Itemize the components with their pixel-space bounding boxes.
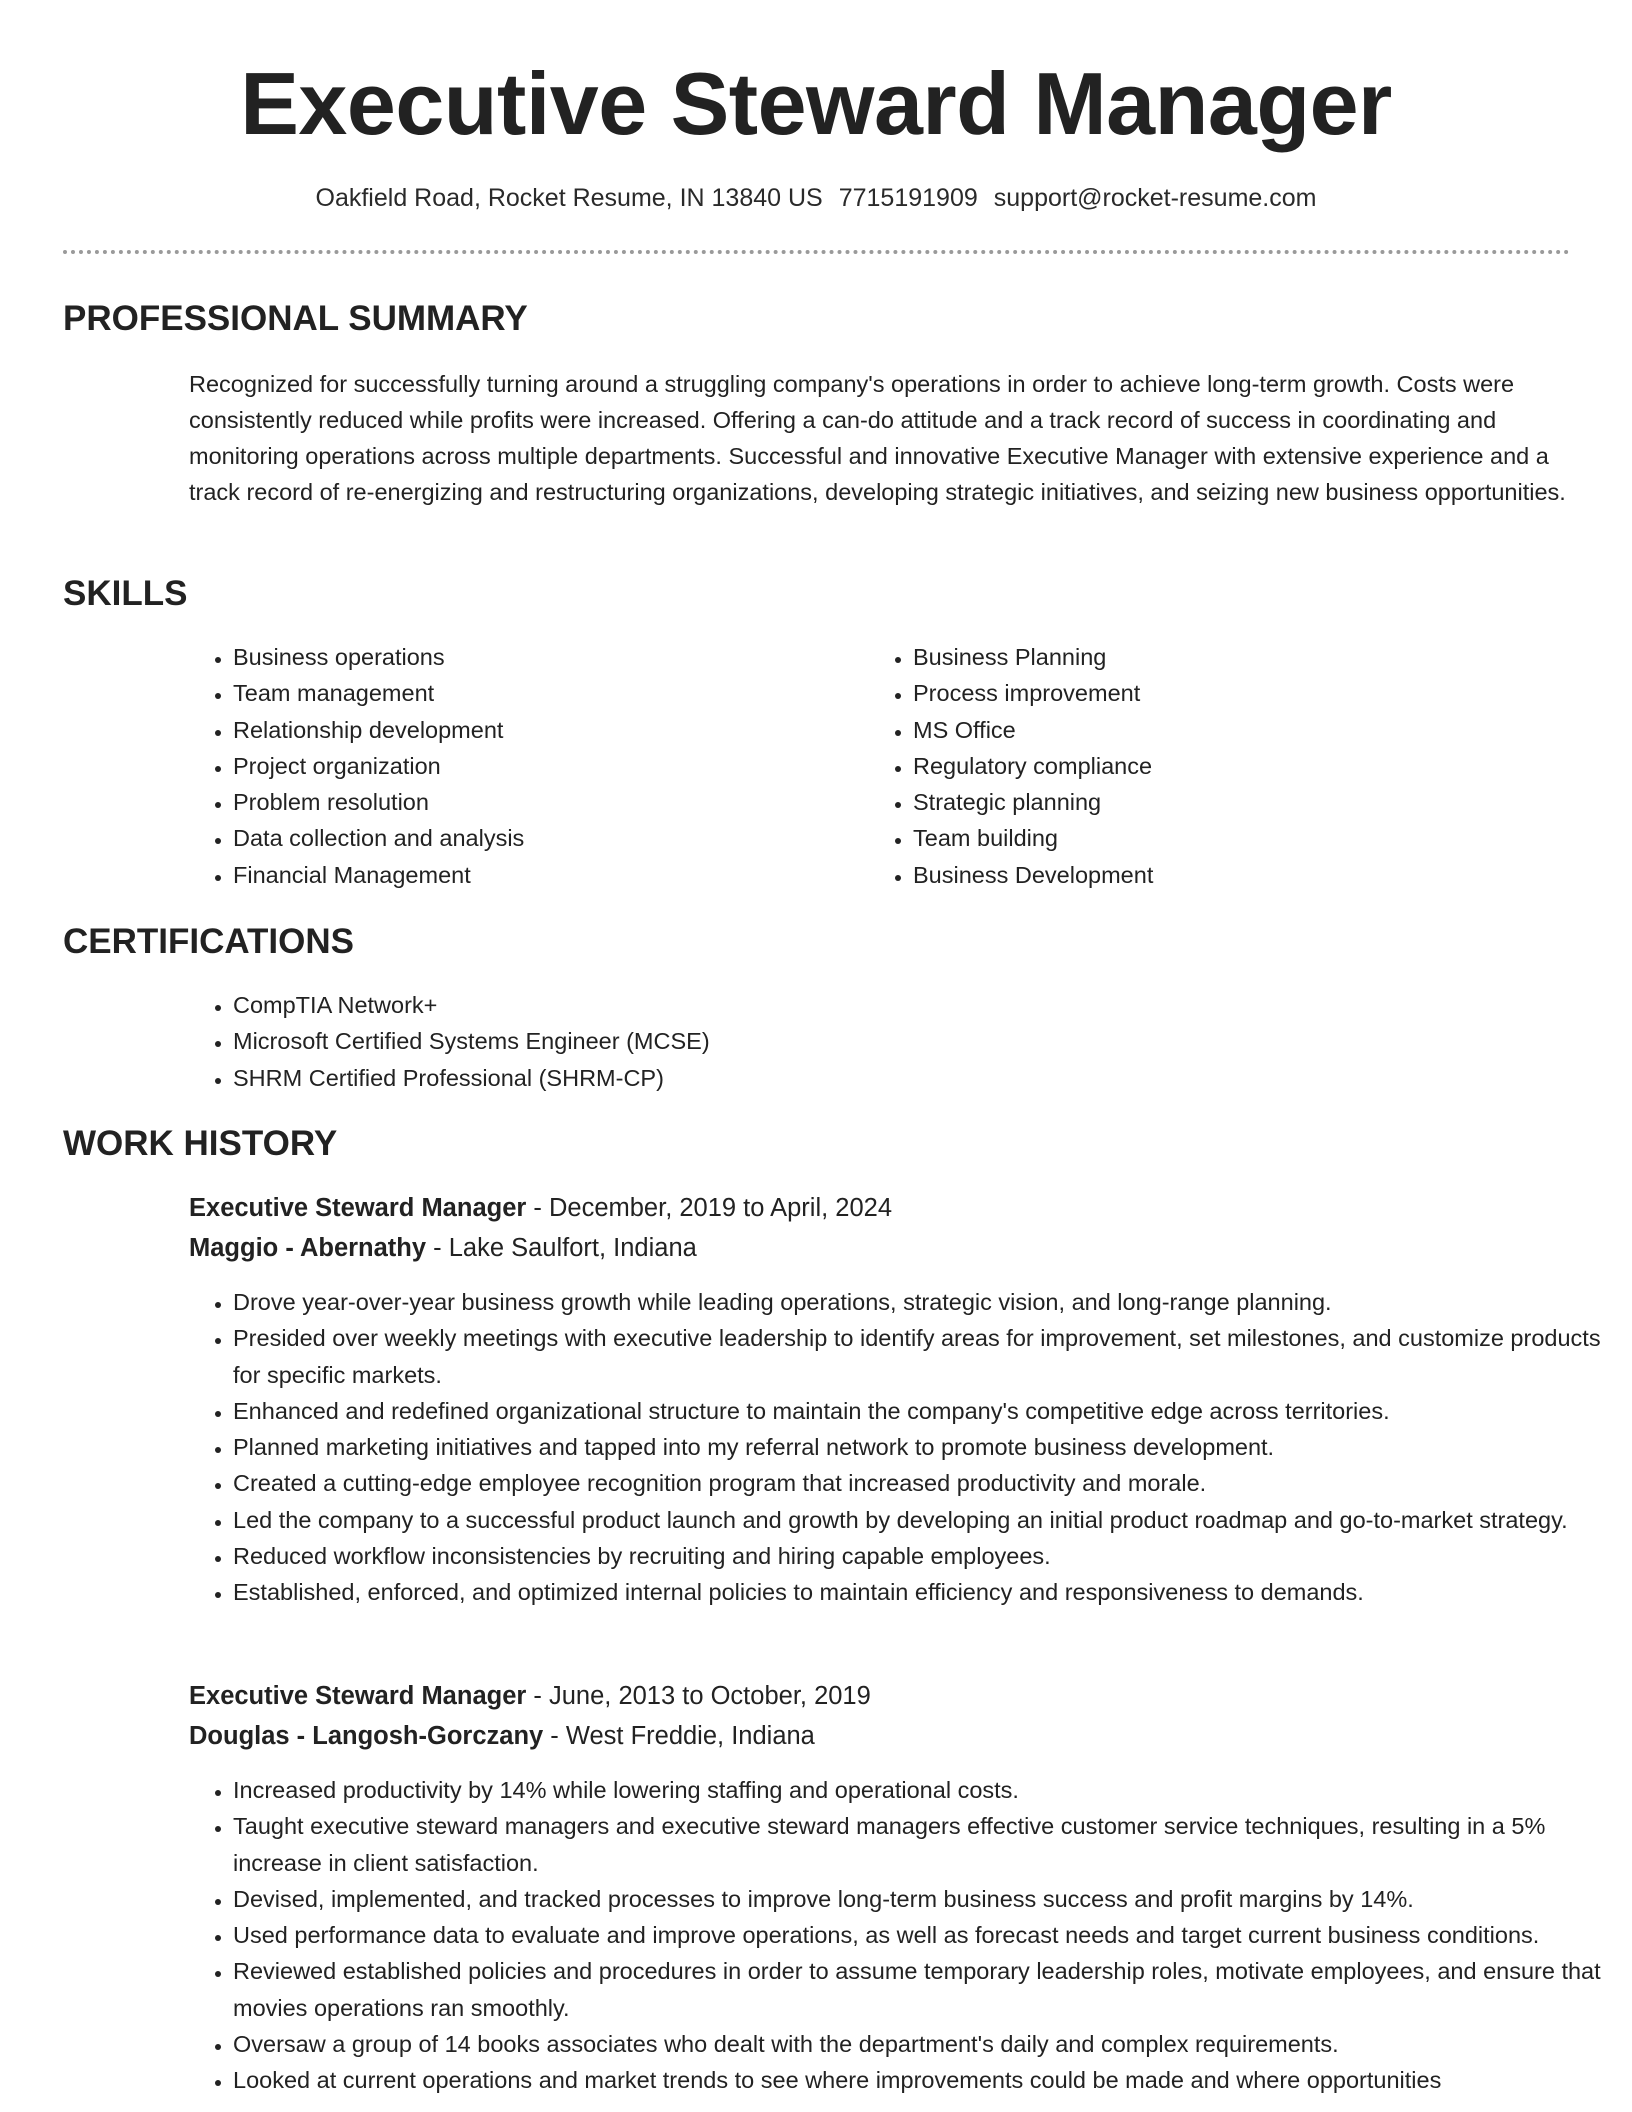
header-divider <box>63 250 1570 254</box>
skills-heading: SKILLS <box>63 574 188 613</box>
job-bullet: • Presided over weekly meetings with executive leadership to identify areas for improvement, set milestones, and customize products for specific markets. <box>233 1320 1623 1393</box>
job-location: - Lake Saulfort, Indiana <box>426 1234 697 1262</box>
certifications-list <box>189 987 1563 1096</box>
job-bullet: • Taught executive steward managers and executive steward managers effective customer service techniques, resulting in a 5% increase in client satisfaction. <box>233 1808 1623 1881</box>
job-bullet: • Used performance data to evaluate and improve operations, as well as forecast needs and target current business conditions. <box>233 1917 1623 1953</box>
certification-item: • CompTIA Network+ <box>233 987 1563 1023</box>
job-dates: - June, 2013 to October, 2019 <box>526 1682 871 1710</box>
job-bullet: • Increased productivity by 14% while lowering staffing and operational costs. <box>233 1772 1623 1808</box>
skill-item: • Team building <box>913 820 1563 856</box>
skill-item: • Business Development <box>913 857 1563 893</box>
certifications-heading: CERTIFICATIONS <box>63 922 355 961</box>
job-company-line <box>189 1718 815 1754</box>
summary-heading: PROFESSIONAL SUMMARY <box>63 299 528 338</box>
job-title-line <box>189 1190 892 1226</box>
skill-item: • Relationship development <box>233 712 833 748</box>
skill-item: • Project organization <box>233 748 833 784</box>
skill-item: • Financial Management <box>233 857 833 893</box>
contact-address: Oakfield Road, Rocket Resume, IN 13840 US <box>315 184 823 212</box>
certification-item: • SHRM Certified Professional (SHRM-CP) <box>233 1060 1563 1096</box>
certification-item: • Microsoft Certified Systems Engineer (MCSE) <box>233 1023 1563 1059</box>
job-bullet: • Enhanced and redefined organizational structure to maintain the company's competitive edge across territories. <box>233 1393 1623 1429</box>
skill-item: • Data collection and analysis <box>233 820 833 856</box>
skill-item: • Regulatory compliance <box>913 748 1563 784</box>
job-bullet: • Planned marketing initiatives and tapped into my referral network to promote business development. <box>233 1429 1623 1465</box>
skill-item: • Team management <box>233 675 833 711</box>
job-bullet: • Created a cutting-edge employee recognition program that increased productivity and morale. <box>233 1465 1623 1501</box>
contact-email: support@rocket-resume.com <box>993 184 1317 212</box>
job-bullet: • Led the company to a successful product launch and growth by developing an initial product roadmap and go-to-market strategy. <box>233 1502 1623 1538</box>
skill-item: • Business Planning <box>913 639 1563 675</box>
job-role: Executive Steward Manager <box>189 1682 527 1710</box>
job-bullets <box>189 1772 1623 2099</box>
job-company-line <box>189 1230 697 1266</box>
job-bullet: • Reviewed established policies and procedures in order to assume temporary leadership roles, motivate employees, and ensure that movies operations ran smoothly. <box>233 1953 1623 2026</box>
job-role: Executive Steward Manager <box>189 1194 527 1222</box>
skills-list-left <box>189 639 833 893</box>
job-bullet: • Established, enforced, and optimized internal policies to maintain efficiency and responsiveness to demands. <box>233 1574 1623 1610</box>
contact-phone: 7715191909 <box>838 184 978 212</box>
skill-item: • Business operations <box>233 639 833 675</box>
job-bullet: • Devised, implemented, and tracked processes to improve long-term business success and profit margins by 14%. <box>233 1881 1623 1917</box>
skill-item: • Problem resolution <box>233 784 833 820</box>
job-dates: - December, 2019 to April, 2024 <box>526 1194 893 1222</box>
contact-line <box>0 181 1632 215</box>
job-bullet: • Looked at current operations and market trends to see where improvements could be made and where opportunities <box>233 2062 1623 2098</box>
skills-list-right <box>869 639 1563 893</box>
summary-text: Recognized for successfully turning around a struggling company's operations in order to achieve long-term growth. Costs were consistently reduced while profits were increased. Offering a can-do attitude and a track record of success in coordinating and monitoring operations across multiple departments. Successful and innovative Executive Manager with extensive experience and a track record of re-energizing and restructuring organizations, developing strategic initiatives, and seizing new business opportunities. <box>189 371 1566 505</box>
skill-item: • MS Office <box>913 712 1563 748</box>
job-bullet: • Oversaw a group of 14 books associates who dealt with the department's daily and complex requirements. <box>233 2026 1623 2062</box>
resume-name: Executive Steward Manager <box>240 54 1392 153</box>
skill-item: • Process improvement <box>913 675 1563 711</box>
job-bullet: • Reduced workflow inconsistencies by recruiting and hiring capable employees. <box>233 1538 1623 1574</box>
skill-item: • Strategic planning <box>913 784 1563 820</box>
job-bullets <box>189 1284 1623 1611</box>
job-bullet: • Drove year-over-year business growth while leading operations, strategic vision, and long-range planning. <box>233 1284 1623 1320</box>
job-location: - West Freddie, Indiana <box>543 1722 815 1750</box>
work-history-heading: WORK HISTORY <box>63 1124 338 1163</box>
job-title-line <box>189 1678 871 1714</box>
job-company: Maggio - Abernathy <box>189 1234 427 1262</box>
job-company: Douglas - Langosh-Gorczany <box>189 1722 544 1750</box>
